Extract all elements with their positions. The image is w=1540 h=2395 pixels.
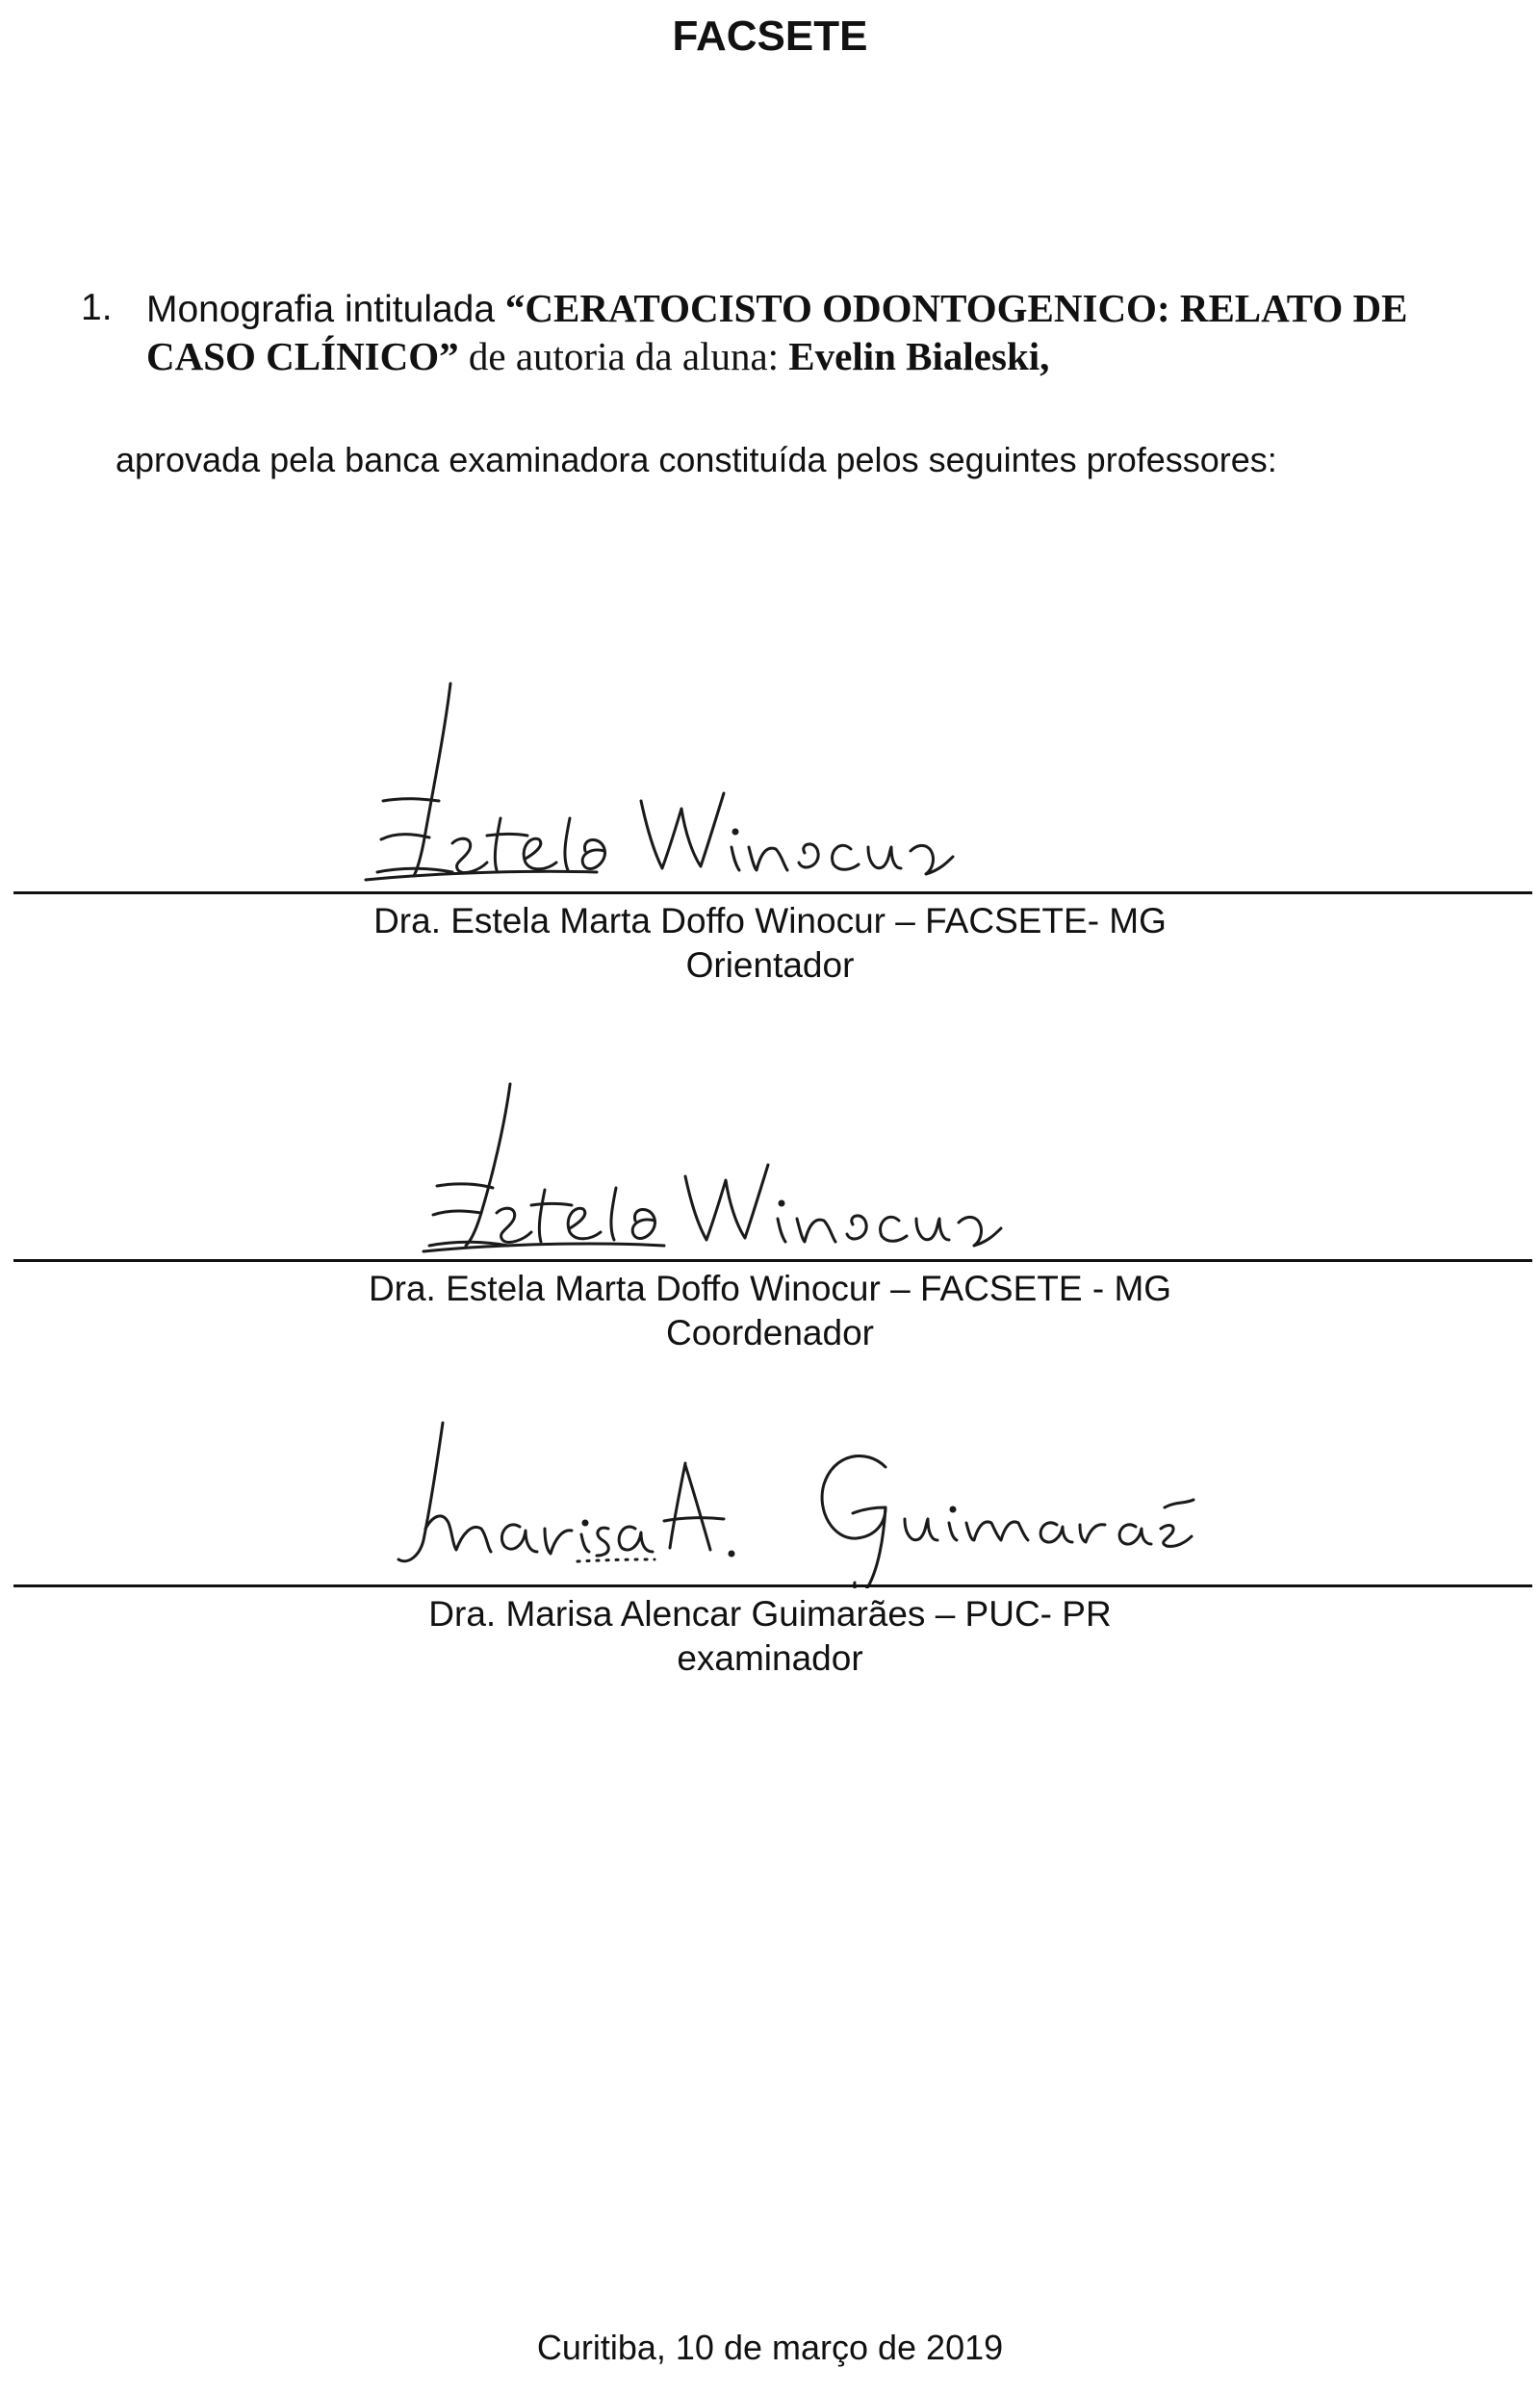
handwritten-signature-1 (0, 674, 1540, 897)
signatory-role: Coordenador (666, 1313, 874, 1352)
signatory-role: Orientador (685, 945, 855, 985)
signature-line (13, 1584, 1532, 1587)
item-number: 1. (81, 287, 113, 328)
signatory-name: Dra. Estela Marta Doffo Winocur – FACSETE - MG (368, 1269, 1172, 1308)
monograph-intro: Monografia intitulada (146, 289, 505, 330)
handwritten-signature-3 (0, 1415, 1540, 1588)
handwritten-signature-2 (0, 1069, 1540, 1265)
monograph-title: “CERATOCISTO ODONTOGENICO: RELATO DE CASO CLÍNICO” (146, 286, 1408, 378)
signature-line (13, 1259, 1532, 1262)
monograph-text (146, 285, 1505, 381)
signatory-name: Dra. Estela Marta Doffo Winocur – FACSETE- MG (373, 901, 1167, 940)
approval-text: aprovada pela banca examinadora constituída pelos seguintes professores: (116, 440, 1277, 479)
signatory-block-2 (0, 1069, 1540, 1357)
signature-line (13, 891, 1532, 894)
place-and-date: Curitiba, 10 de março de 2019 (536, 2328, 1004, 2367)
signatory-role: examinador (677, 1638, 863, 1678)
page-title: FACSETE (672, 13, 868, 60)
signatory-name: Dra. Marisa Alencar Guimarães – PUC- PR (428, 1594, 1112, 1634)
monograph-statement (81, 285, 1505, 381)
signatory-block-1 (0, 674, 1540, 991)
author-name: Evelin Bialeski, (788, 334, 1050, 378)
author-prefix: de autoria da aluna: (458, 334, 789, 378)
signatory-block-3 (0, 1415, 1540, 1694)
